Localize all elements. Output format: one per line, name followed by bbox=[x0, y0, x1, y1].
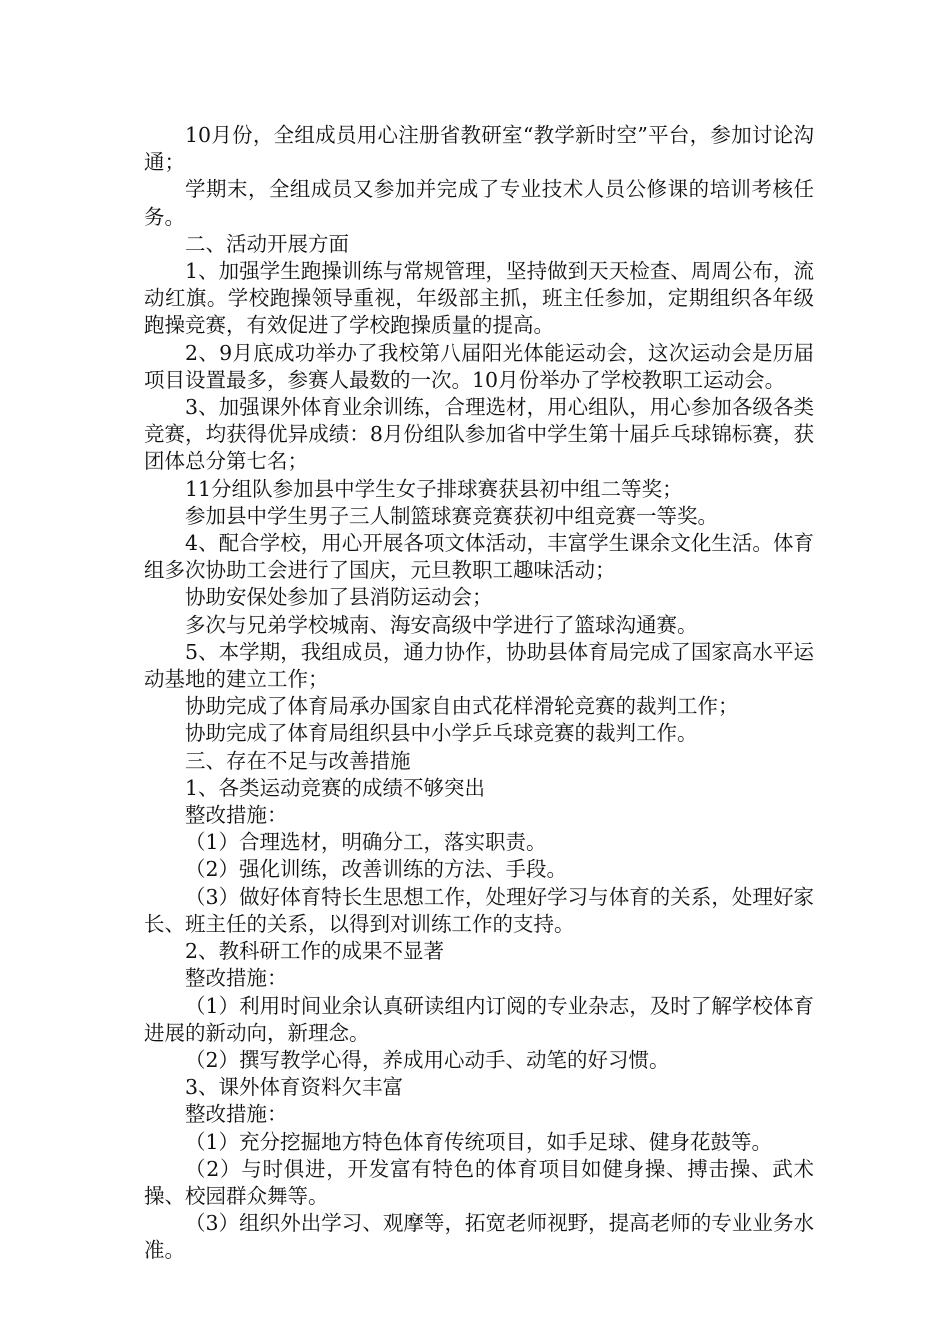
paragraph: 多次与兄弟学校城南、海安高级中学进行了篮球沟通赛。 bbox=[185, 612, 698, 637]
subsection-heading: 2、教科研工作的成果不显著 bbox=[185, 939, 445, 964]
list-item: （1）充分挖掘地方特色体育传统项目，如手足球、健身花鼓等。 bbox=[185, 1129, 773, 1154]
paragraph: 10月份，全组成员用心注册省教研室“教学新时空”平台，参加讨论沟通； bbox=[144, 123, 814, 175]
paragraph: 11分组队参加县中学生女子排球赛获县初中组二等奖； bbox=[185, 476, 683, 501]
paragraph: 学期末，全组成员又参加并完成了专业技术人员公修课的培训考核任务。 bbox=[144, 177, 814, 229]
paragraph: 协助安保处参加了县消防运动会； bbox=[185, 585, 493, 610]
paragraph: 整改措施： bbox=[185, 803, 288, 828]
list-item: （2）强化训练，改善训练的方法、手段。 bbox=[185, 857, 568, 882]
list-item: （2）撰写教学心得，养成用心动手、动笔的好习惯。 bbox=[185, 1047, 670, 1072]
document-body bbox=[144, 122, 814, 1265]
paragraph: 整改措施： bbox=[185, 1102, 288, 1127]
paragraph: 协助完成了体育局组织县中小学乒乓球竞赛的裁判工作。 bbox=[185, 721, 698, 746]
list-item: （1）合理选材，明确分工，落实职责。 bbox=[185, 830, 547, 855]
paragraph: 3、加强课外体育业余训练，合理选材，用心组队，用心参加各级各类竞赛，均获得优异成绩：8月份组队参加省中学生第十届乒乓球锦标赛，获团体总分第七名； bbox=[144, 395, 814, 474]
section-heading: 三、存在不足与改善措施 bbox=[185, 748, 411, 773]
paragraph: 整改措施： bbox=[185, 966, 288, 991]
subsection-heading: 1、各类运动竞赛的成绩不够突出 bbox=[185, 775, 486, 800]
paragraph: 协助完成了体育局承办国家自由式花样滑轮竞赛的裁判工作； bbox=[185, 694, 739, 719]
paragraph: 5、本学期，我组成员，通力协作，协助县体育局完成了国家高水平运动基地的建立工作； bbox=[144, 639, 814, 692]
list-item: （1）利用时间业余认真研读组内订阅的专业杂志，及时了解学校体育进展的新动向，新理念。 bbox=[144, 993, 814, 1045]
paragraph: 2、9月底成功举办了我校第八届阳光体能运动会，这次运动会是历届项目设置最多，参赛人最数的一次。10月份举办了学校教职工运动会。 bbox=[144, 340, 814, 392]
paragraph: 参加县中学生男子三人制篮球赛竞赛获初中组竞赛一等奖。 bbox=[185, 503, 718, 528]
paragraph: 1、加强学生跑操训练与常规管理，坚持做到天天检查、周周公布，流动红旗。学校跑操领导重视，年级部主抓，班主任参加，定期组织各年级跑操竞赛，有效促进了学校跑操质量的提高。 bbox=[144, 259, 814, 338]
list-item: （2）与时俱进，开发富有特色的体育项目如健身操、搏击操、武术操、校园群众舞等。 bbox=[144, 1156, 814, 1208]
paragraph: 4、配合学校，用心开展各项文体活动，丰富学生课余文化生活。体育组多次协助工会进行了国庆，元旦教职工趣味活动； bbox=[144, 531, 814, 583]
list-item: （3）做好体育特长生思想工作，处理好学习与体育的关系，处理好家长、班主任的关系，以得到对训练工作的支持。 bbox=[144, 884, 814, 936]
list-item: （3）组织外出学习、观摩等，拓宽老师视野，提高老师的专业业务水准。 bbox=[144, 1211, 814, 1263]
section-heading: 二、活动开展方面 bbox=[185, 231, 349, 256]
subsection-heading: 3、课外体育资料欠丰富 bbox=[185, 1075, 404, 1100]
